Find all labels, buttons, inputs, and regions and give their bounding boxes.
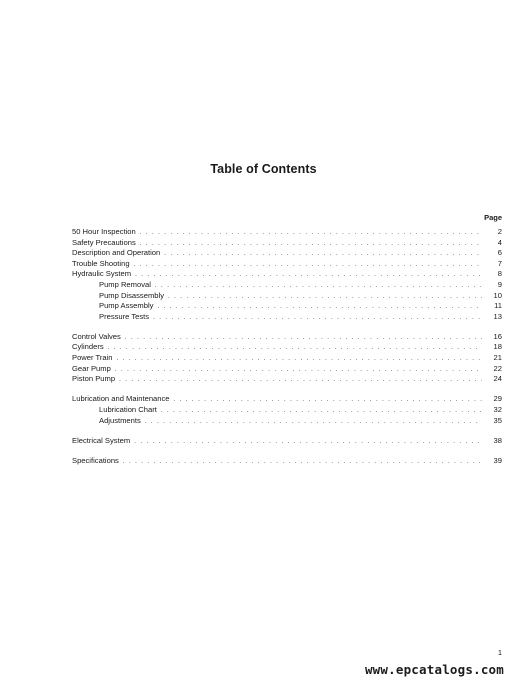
toc-entry-label: 50 Hour Inspection — [72, 227, 136, 236]
toc-entry — [72, 248, 502, 259]
dot-leader — [161, 406, 482, 417]
toc-entry-page: 6 — [497, 248, 502, 258]
toc-entry — [72, 405, 502, 416]
toc-entry-page: 35 — [493, 415, 502, 425]
dot-leader — [119, 375, 482, 386]
toc-entry-page: 39 — [493, 455, 502, 465]
toc-entry — [72, 259, 502, 270]
dot-leader — [125, 333, 482, 344]
toc-entry-page: 38 — [493, 435, 502, 445]
toc-entry — [72, 353, 502, 364]
toc-entry-label: Pump Removal — [99, 279, 151, 289]
toc-entry-page: 9 — [497, 279, 502, 289]
dot-leader — [174, 395, 482, 406]
toc-entry — [72, 374, 502, 385]
dot-leader — [108, 343, 482, 354]
toc-entry — [72, 227, 502, 238]
toc-entry-label: Specifications — [72, 455, 119, 465]
toc-entry-label: Description and Operation — [72, 248, 161, 258]
toc-entry-page: 7 — [497, 258, 502, 268]
toc-entry-label: Gear Pump — [72, 363, 111, 373]
toc-entry-label: Pressure Tests — [99, 311, 150, 321]
dot-leader — [168, 292, 482, 303]
toc-entry — [72, 456, 502, 467]
toc-entry-page: 32 — [493, 404, 502, 414]
toc-entry — [72, 332, 502, 343]
toc-entry-label: Cylinders — [72, 342, 104, 352]
toc-entry-page: 4 — [497, 237, 502, 247]
toc-entry — [72, 394, 502, 405]
dot-leader — [153, 313, 482, 324]
toc-entry-page: 16 — [493, 331, 502, 341]
toc-entry — [72, 269, 502, 280]
dot-leader — [134, 260, 482, 271]
toc-entry-page: 13 — [493, 311, 502, 321]
toc-entry-page: 2 — [497, 227, 502, 236]
toc-entry-page: 10 — [493, 290, 502, 300]
toc-entry — [72, 364, 502, 375]
toc-entry-label: Piston Pump — [72, 374, 116, 384]
toc-entry-label: Lubrication Chart — [99, 404, 157, 414]
dot-leader — [123, 457, 482, 468]
page-number: 1 — [497, 648, 502, 657]
toc-entry-label: Safety Precautions — [72, 237, 136, 247]
dot-leader — [135, 270, 482, 281]
toc-entry — [72, 312, 502, 323]
table-of-contents — [72, 227, 502, 466]
toc-entry — [72, 301, 502, 312]
dot-leader — [164, 249, 482, 260]
toc-entry-label: Pump Disassembly — [99, 290, 164, 300]
toc-entry-label: Hydraulic System — [72, 269, 132, 279]
toc-entry — [72, 280, 502, 291]
toc-entry-page: 24 — [493, 374, 502, 384]
toc-entry-page: 18 — [493, 342, 502, 352]
dot-leader — [117, 354, 482, 365]
dot-leader — [145, 417, 482, 428]
toc-entry-label: Power Train — [72, 353, 113, 363]
toc-entry — [72, 238, 502, 249]
dot-leader — [157, 302, 482, 313]
toc-entry-label: Adjustments — [99, 415, 141, 425]
dot-leader — [140, 228, 482, 239]
toc-entry — [72, 342, 502, 353]
toc-entry — [72, 291, 502, 302]
toc-entry-label: Pump Assembly — [99, 301, 154, 311]
dot-leader — [140, 239, 482, 250]
toc-entry — [72, 436, 502, 447]
toc-entry-page: 11 — [494, 301, 502, 311]
toc-entry-label: Lubrication and Maintenance — [72, 394, 170, 404]
toc-entry-page: 29 — [493, 394, 502, 404]
toc-entry-page: 8 — [497, 269, 502, 279]
page-column-header: Page — [484, 213, 502, 222]
dot-leader — [115, 365, 482, 376]
toc-entry-label: Electrical System — [72, 435, 131, 445]
watermark: www.epcatalogs.com — [364, 662, 504, 677]
toc-entry-label: Control Valves — [72, 331, 121, 341]
toc-entry-label: Trouble Shooting — [72, 258, 130, 268]
dot-leader — [155, 281, 482, 292]
toc-entry-page: 22 — [493, 363, 502, 373]
dot-leader — [134, 437, 482, 448]
toc-entry — [72, 416, 502, 427]
page-title: Table of Contents — [210, 162, 317, 176]
toc-entry-page: 21 — [493, 353, 502, 363]
